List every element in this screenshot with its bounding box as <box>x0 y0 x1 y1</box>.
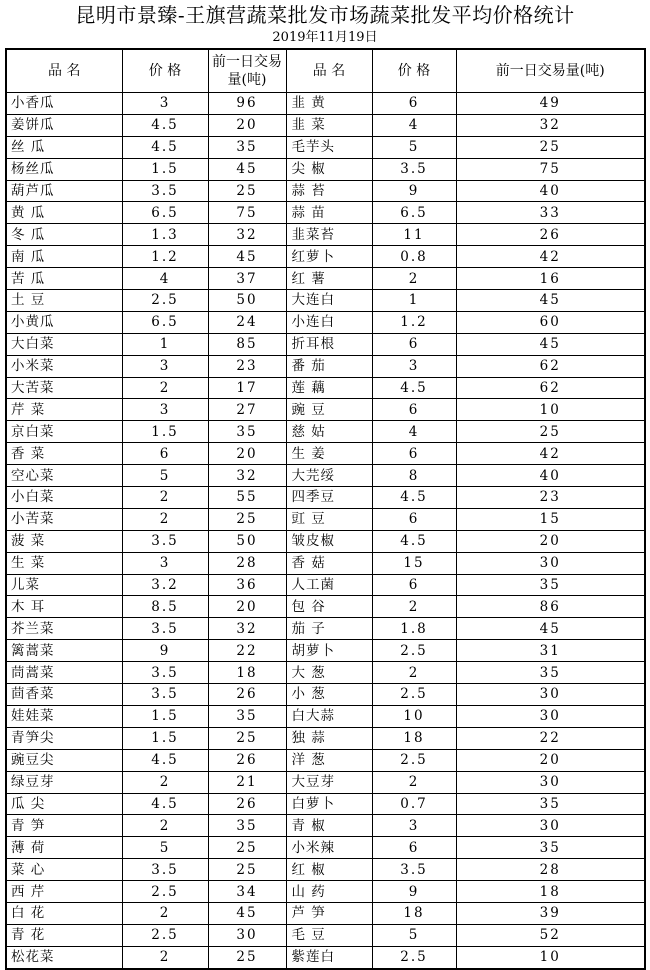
table-row <box>6 946 645 968</box>
item-volume: 36 <box>208 574 286 596</box>
item-volume: 28 <box>208 552 286 574</box>
header-price-left: 价 格 <box>122 49 208 93</box>
item-volume: 42 <box>456 246 645 268</box>
table-row <box>6 662 645 684</box>
item-price: 6 <box>372 93 456 115</box>
item-volume: 35 <box>208 421 286 443</box>
item-price: 5 <box>122 837 208 859</box>
table-row <box>6 684 645 706</box>
item-volume: 55 <box>208 487 286 509</box>
item-name: 胡萝卜 <box>286 640 372 662</box>
item-price: 1.5 <box>122 727 208 749</box>
item-name: 茄 子 <box>286 618 372 640</box>
item-price: 4.5 <box>122 793 208 815</box>
item-price: 6.5 <box>372 202 456 224</box>
item-price: 4 <box>372 114 456 136</box>
item-volume: 45 <box>456 290 645 312</box>
item-price: 2.5 <box>372 684 456 706</box>
item-price: 6 <box>372 574 456 596</box>
item-price: 18 <box>372 902 456 924</box>
item-volume: 20 <box>208 114 286 136</box>
item-price: 4.5 <box>372 487 456 509</box>
item-volume: 85 <box>208 333 286 355</box>
item-volume: 28 <box>456 859 645 881</box>
item-name: 儿菜 <box>6 574 122 596</box>
item-price: 0.8 <box>372 246 456 268</box>
item-volume: 25 <box>208 727 286 749</box>
item-price: 3 <box>122 552 208 574</box>
item-price: 3.5 <box>122 662 208 684</box>
item-volume: 25 <box>208 859 286 881</box>
item-volume: 50 <box>208 290 286 312</box>
item-price: 4 <box>122 268 208 290</box>
table-row <box>6 618 645 640</box>
item-price: 3.5 <box>122 859 208 881</box>
item-volume: 40 <box>456 465 645 487</box>
item-price: 2 <box>122 946 208 968</box>
item-name: 篱蒿菜 <box>6 640 122 662</box>
item-price: 1.5 <box>122 158 208 180</box>
item-price: 4 <box>372 421 456 443</box>
item-volume: 25 <box>208 180 286 202</box>
item-name: 毛芋头 <box>286 136 372 158</box>
item-price: 3 <box>122 399 208 421</box>
item-name: 西 芹 <box>6 881 122 903</box>
item-name: 京白菜 <box>6 421 122 443</box>
item-price: 2 <box>122 815 208 837</box>
item-volume: 45 <box>208 158 286 180</box>
item-name: 红 薯 <box>286 268 372 290</box>
item-price: 2 <box>372 662 456 684</box>
table-row <box>6 136 645 158</box>
item-name: 黄 瓜 <box>6 202 122 224</box>
table-row <box>6 421 645 443</box>
table-row <box>6 93 645 115</box>
table-row <box>6 902 645 924</box>
table-row <box>6 640 645 662</box>
header-volume-right: 前一日交易量(吨) <box>456 49 645 93</box>
item-price: 6 <box>372 333 456 355</box>
item-name: 韭 菜 <box>286 114 372 136</box>
price-table <box>5 48 646 970</box>
item-name: 小白菜 <box>6 487 122 509</box>
item-name: 土 豆 <box>6 290 122 312</box>
item-volume: 96 <box>208 93 286 115</box>
item-name: 空心菜 <box>6 465 122 487</box>
item-price: 2 <box>372 268 456 290</box>
page-title: 昆明市景臻-王旗营蔬菜批发市场蔬菜批发平均价格统计 <box>75 3 575 27</box>
item-name: 蒜 苔 <box>286 180 372 202</box>
item-volume: 26 <box>456 224 645 246</box>
item-name: 韭 黄 <box>286 93 372 115</box>
item-name: 大苦菜 <box>6 377 122 399</box>
item-price: 2.5 <box>122 881 208 903</box>
item-name: 菠 菜 <box>6 530 122 552</box>
item-price: 10 <box>372 705 456 727</box>
item-volume: 20 <box>456 530 645 552</box>
item-name: 大芫绥 <box>286 465 372 487</box>
item-name: 菜 心 <box>6 859 122 881</box>
item-name: 独 蒜 <box>286 727 372 749</box>
item-name: 豇 豆 <box>286 508 372 530</box>
item-volume: 32 <box>208 465 286 487</box>
item-price: 2.5 <box>372 640 456 662</box>
item-name: 豌豆尖 <box>6 749 122 771</box>
item-price: 2 <box>122 508 208 530</box>
item-name: 绿豆芽 <box>6 771 122 793</box>
item-price: 6 <box>372 508 456 530</box>
item-price: 0.7 <box>372 793 456 815</box>
item-volume: 27 <box>208 399 286 421</box>
item-name: 红 椒 <box>286 859 372 881</box>
item-price: 6 <box>372 443 456 465</box>
item-volume: 30 <box>456 552 645 574</box>
item-name: 木 耳 <box>6 596 122 618</box>
item-price: 2 <box>122 902 208 924</box>
item-volume: 21 <box>208 771 286 793</box>
item-volume: 52 <box>456 924 645 946</box>
item-name: 青 花 <box>6 924 122 946</box>
item-name: 小苦菜 <box>6 508 122 530</box>
header-name-left: 品 名 <box>6 49 122 93</box>
item-name: 姜饼瓜 <box>6 114 122 136</box>
item-volume: 20 <box>208 443 286 465</box>
item-name: 皱皮椒 <box>286 530 372 552</box>
item-volume: 25 <box>208 946 286 968</box>
item-volume: 32 <box>456 114 645 136</box>
table-row <box>6 508 645 530</box>
table-row <box>6 333 645 355</box>
item-volume: 42 <box>456 443 645 465</box>
item-price: 3.5 <box>372 859 456 881</box>
item-volume: 75 <box>456 158 645 180</box>
item-volume: 86 <box>456 596 645 618</box>
item-volume: 10 <box>456 946 645 968</box>
table-row <box>6 268 645 290</box>
table-row <box>6 596 645 618</box>
item-price: 8 <box>372 465 456 487</box>
item-name: 生 姜 <box>286 443 372 465</box>
item-name: 白 花 <box>6 902 122 924</box>
item-name: 小米菜 <box>6 355 122 377</box>
item-price: 15 <box>372 552 456 574</box>
table-row <box>6 180 645 202</box>
item-price: 5 <box>122 465 208 487</box>
item-name: 杨丝瓜 <box>6 158 122 180</box>
item-volume: 30 <box>456 815 645 837</box>
table-row <box>6 727 645 749</box>
item-name: 毛 豆 <box>286 924 372 946</box>
item-name: 苦 瓜 <box>6 268 122 290</box>
item-price: 6 <box>372 837 456 859</box>
header-volume-left: 前一日交易量(吨) <box>208 49 286 93</box>
item-name: 芹 菜 <box>6 399 122 421</box>
item-price: 5 <box>372 924 456 946</box>
table-row <box>6 465 645 487</box>
item-price: 2.5 <box>122 290 208 312</box>
item-volume: 45 <box>208 246 286 268</box>
item-price: 6.5 <box>122 311 208 333</box>
item-price: 3.5 <box>372 158 456 180</box>
item-price: 2.5 <box>372 749 456 771</box>
item-volume: 37 <box>208 268 286 290</box>
item-volume: 26 <box>208 684 286 706</box>
item-volume: 30 <box>456 705 645 727</box>
item-price: 4.5 <box>122 749 208 771</box>
item-price: 2 <box>122 771 208 793</box>
item-volume: 62 <box>456 377 645 399</box>
item-name: 包 谷 <box>286 596 372 618</box>
item-volume: 35 <box>456 793 645 815</box>
item-volume: 15 <box>456 508 645 530</box>
item-name: 折耳根 <box>286 333 372 355</box>
item-volume: 25 <box>208 508 286 530</box>
item-price: 6 <box>372 399 456 421</box>
item-volume: 18 <box>456 881 645 903</box>
table-row <box>6 552 645 574</box>
item-name: 大连白 <box>286 290 372 312</box>
item-volume: 23 <box>208 355 286 377</box>
item-price: 4.5 <box>122 136 208 158</box>
item-price: 3.5 <box>122 180 208 202</box>
item-name: 红萝卜 <box>286 246 372 268</box>
item-volume: 39 <box>456 902 645 924</box>
item-name: 南 瓜 <box>6 246 122 268</box>
item-volume: 34 <box>208 881 286 903</box>
item-name: 小黄瓜 <box>6 311 122 333</box>
item-name: 小 葱 <box>286 684 372 706</box>
item-name: 芦 笋 <box>286 902 372 924</box>
table-row <box>6 355 645 377</box>
item-volume: 31 <box>456 640 645 662</box>
item-price: 2 <box>122 377 208 399</box>
item-price: 3 <box>122 355 208 377</box>
item-price: 8.5 <box>122 596 208 618</box>
item-price: 2 <box>122 487 208 509</box>
header-name-right: 品 名 <box>286 49 372 93</box>
item-price: 9 <box>122 640 208 662</box>
item-volume: 32 <box>208 224 286 246</box>
item-volume: 30 <box>456 684 645 706</box>
item-price: 3 <box>372 815 456 837</box>
item-name: 豌 豆 <box>286 399 372 421</box>
item-price: 9 <box>372 180 456 202</box>
item-volume: 62 <box>456 355 645 377</box>
item-volume: 35 <box>456 662 645 684</box>
item-name: 青笋尖 <box>6 727 122 749</box>
item-price: 3.5 <box>122 618 208 640</box>
table-row <box>6 815 645 837</box>
item-name: 瓜 尖 <box>6 793 122 815</box>
table-row <box>6 837 645 859</box>
item-volume: 16 <box>456 268 645 290</box>
table-row <box>6 202 645 224</box>
item-price: 1.5 <box>122 421 208 443</box>
item-name: 小香瓜 <box>6 93 122 115</box>
item-name: 紫莲白 <box>286 946 372 968</box>
item-price: 2.5 <box>372 946 456 968</box>
item-price: 3.5 <box>122 530 208 552</box>
table-row <box>6 793 645 815</box>
item-volume: 20 <box>208 596 286 618</box>
item-volume: 25 <box>456 421 645 443</box>
item-name: 白萝卜 <box>286 793 372 815</box>
item-price: 2 <box>372 596 456 618</box>
item-name: 韭菜苔 <box>286 224 372 246</box>
table-row <box>6 311 645 333</box>
table-row <box>6 771 645 793</box>
table-row <box>6 924 645 946</box>
item-name: 人工菌 <box>286 574 372 596</box>
item-volume: 75 <box>208 202 286 224</box>
item-volume: 26 <box>208 749 286 771</box>
item-name: 葫芦瓜 <box>6 180 122 202</box>
item-name: 茼蒿菜 <box>6 662 122 684</box>
item-price: 1 <box>122 333 208 355</box>
item-volume: 18 <box>208 662 286 684</box>
item-price: 4.5 <box>372 530 456 552</box>
item-name: 山 药 <box>286 881 372 903</box>
item-price: 3 <box>122 93 208 115</box>
item-volume: 35 <box>456 574 645 596</box>
item-volume: 45 <box>456 618 645 640</box>
item-price: 3.2 <box>122 574 208 596</box>
table-row <box>6 114 645 136</box>
item-price: 1.8 <box>372 618 456 640</box>
item-name: 松花菜 <box>6 946 122 968</box>
item-price: 2 <box>372 771 456 793</box>
item-volume: 35 <box>208 705 286 727</box>
item-name: 番 茄 <box>286 355 372 377</box>
item-name: 薄 荷 <box>6 837 122 859</box>
item-name: 香 菇 <box>286 552 372 574</box>
item-volume: 45 <box>208 902 286 924</box>
item-name: 生 菜 <box>6 552 122 574</box>
table-row <box>6 443 645 465</box>
item-price: 1.2 <box>122 246 208 268</box>
table-row <box>6 377 645 399</box>
table-row <box>6 399 645 421</box>
table-row <box>6 158 645 180</box>
item-price: 9 <box>372 881 456 903</box>
item-name: 青 椒 <box>286 815 372 837</box>
item-name: 慈 姑 <box>286 421 372 443</box>
item-volume: 32 <box>208 618 286 640</box>
item-price: 11 <box>372 224 456 246</box>
item-name: 大 葱 <box>286 662 372 684</box>
table-row <box>6 487 645 509</box>
item-name: 大豆芽 <box>286 771 372 793</box>
item-volume: 26 <box>208 793 286 815</box>
item-volume: 49 <box>456 93 645 115</box>
item-name: 尖 椒 <box>286 158 372 180</box>
report-date: 2019年11月19日 <box>272 30 378 45</box>
item-volume: 25 <box>208 837 286 859</box>
item-volume: 35 <box>456 837 645 859</box>
table-row <box>6 290 645 312</box>
item-price: 1.3 <box>122 224 208 246</box>
item-name: 小连白 <box>286 311 372 333</box>
item-volume: 50 <box>208 530 286 552</box>
item-volume: 35 <box>208 136 286 158</box>
item-name: 青 笋 <box>6 815 122 837</box>
item-price: 6.5 <box>122 202 208 224</box>
item-price: 4.5 <box>372 377 456 399</box>
item-volume: 30 <box>208 924 286 946</box>
item-price: 4.5 <box>122 114 208 136</box>
item-name: 芥兰菜 <box>6 618 122 640</box>
item-name: 丝 瓜 <box>6 136 122 158</box>
item-name: 四季豆 <box>286 487 372 509</box>
item-name: 蒜 苗 <box>286 202 372 224</box>
table-row <box>6 574 645 596</box>
item-name: 洋 葱 <box>286 749 372 771</box>
item-name: 茴香菜 <box>6 684 122 706</box>
table-row <box>6 881 645 903</box>
item-volume: 22 <box>456 727 645 749</box>
item-price: 18 <box>372 727 456 749</box>
table-row <box>6 246 645 268</box>
item-volume: 60 <box>456 311 645 333</box>
item-name: 香 菜 <box>6 443 122 465</box>
table-header-row <box>6 49 645 93</box>
table-row <box>6 749 645 771</box>
item-volume: 35 <box>208 815 286 837</box>
item-price: 1.2 <box>372 311 456 333</box>
item-volume: 45 <box>456 333 645 355</box>
item-name: 莲 藕 <box>286 377 372 399</box>
item-volume: 24 <box>208 311 286 333</box>
item-volume: 22 <box>208 640 286 662</box>
item-price: 3 <box>372 355 456 377</box>
item-price: 3.5 <box>122 684 208 706</box>
item-volume: 33 <box>456 202 645 224</box>
table-row <box>6 705 645 727</box>
item-price: 6 <box>122 443 208 465</box>
header-price-right: 价 格 <box>372 49 456 93</box>
item-name: 白大蒜 <box>286 705 372 727</box>
item-price: 2.5 <box>122 924 208 946</box>
item-volume: 17 <box>208 377 286 399</box>
table-body <box>6 93 645 969</box>
item-volume: 20 <box>456 749 645 771</box>
item-name: 娃娃菜 <box>6 705 122 727</box>
item-name: 冬 瓜 <box>6 224 122 246</box>
table-row <box>6 224 645 246</box>
item-volume: 10 <box>456 399 645 421</box>
item-price: 1 <box>372 290 456 312</box>
item-name: 大白菜 <box>6 333 122 355</box>
item-price: 1.5 <box>122 705 208 727</box>
item-name: 小米辣 <box>286 837 372 859</box>
item-volume: 25 <box>456 136 645 158</box>
table-row <box>6 530 645 552</box>
table-row <box>6 859 645 881</box>
item-volume: 40 <box>456 180 645 202</box>
item-price: 5 <box>372 136 456 158</box>
item-volume: 30 <box>456 771 645 793</box>
item-volume: 23 <box>456 487 645 509</box>
